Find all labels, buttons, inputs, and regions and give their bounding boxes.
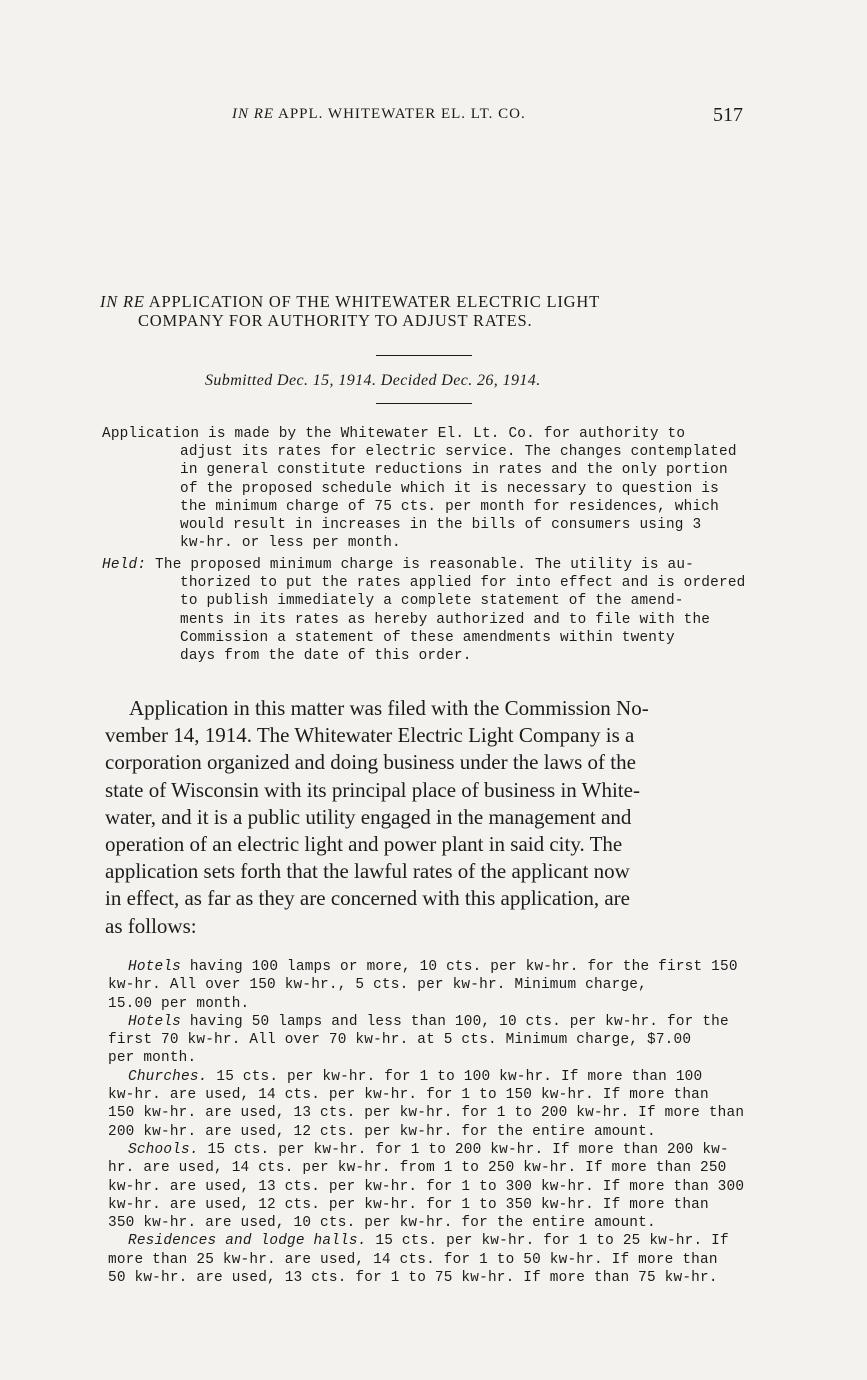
rate-line: kw-hr. are used, 14 cts. per kw-hr. for 1 to 150 kw-hr. If more than [108,1087,709,1104]
headnote-line: thorized to put the rates applied for into effect and is ordered [180,575,746,592]
body-line: as follows: [105,913,197,938]
rate-line: 15 cts. per kw-hr. for 1 to 100 kw-hr. If more than 100 [207,1068,703,1085]
headnote-line: adjust its rates for electric service. The changes contemplated [180,444,737,461]
title-rule-bottom [376,403,472,404]
rate-residences [108,1232,768,1250]
title-rule-top [376,355,472,356]
running-head-case-italic: IN RE [232,106,275,122]
rate-hotels-50 [108,1013,768,1031]
rate-schedule [108,958,768,1287]
running-head [232,106,752,123]
body-line: operation of an electric light and power plant in said city. The [105,832,623,857]
case-title-line1: APPLICATION OF THE WHITEWATER ELECTRIC LIGHT [144,292,600,311]
rate-schools [108,1141,768,1159]
rate-line: 15.00 per month. [108,995,250,1012]
headnote-line: kw-hr. or less per month. [180,535,401,552]
rate-line: 200 kw-hr. are used, 12 cts. per kw-hr. for the entire amount. [108,1123,656,1140]
body-line: in effect, as far as they are concerned with this application, are [105,886,630,911]
rate-line: having 50 lamps and less than 100, 10 cts. per kw-hr. for the [181,1013,729,1030]
rate-hotels-100 [108,958,768,976]
opinion-body [105,695,765,940]
headnote-line: Application is made by the Whitewater El. Lt. Co. for authority to [102,426,686,442]
headnote-line: ments in its rates as hereby authorized and to file with the [180,611,711,628]
body-line: Application in this matter was filed with the Commission No- [129,696,649,720]
submitted-decided-dates: Submitted Dec. 15, 1914. Decided Dec. 26, 1914. [205,372,541,389]
case-title-italic: IN RE [100,292,145,311]
running-head-case-text: APPL. WHITEWATER EL. LT. CO. [274,106,526,122]
page-number: 517 [713,104,743,126]
case-title-line2: COMPANY FOR AUTHORITY TO ADJUST RATES. [138,311,533,330]
body-line: corporation organized and doing business under the laws of the [105,750,636,775]
rate-label: Hotels [128,1013,182,1030]
held-label: Held: [102,557,147,573]
body-line: vember 14, 1914. The Whitewater Electric Light Company is a [105,723,635,748]
headnote-line: would result in increases in the bills of consumers using 3 [180,517,702,534]
rate-label: Hotels [128,959,182,975]
rate-line: 15 cts. per kw-hr. for 1 to 25 kw-hr. If [366,1233,729,1250]
body-line: water, and it is a public utility engaged in the management and [105,804,632,829]
rate-line: 350 kw-hr. are used, 10 cts. per kw-hr. for the entire amount. [108,1215,656,1232]
headnote-held [102,556,772,665]
headnote-line: the minimum charge of 75 cts. per month for residences, which [180,498,719,515]
rate-line: kw-hr. are used, 12 cts. per kw-hr. for 1 to 350 kw-hr. If more than [108,1196,709,1213]
rate-line: 50 kw-hr. are used, 13 cts. for 1 to 75 kw-hr. If more than 75 kw-hr. [108,1270,718,1287]
rate-line: kw-hr. are used, 13 cts. per kw-hr. for 1 to 300 kw-hr. If more than 300 [108,1178,745,1195]
headnote-application [102,425,772,552]
rate-line: 150 kw-hr. are used, 13 cts. per kw-hr. for 1 to 200 kw-hr. If more than [108,1105,745,1122]
rate-line: more than 25 kw-hr. are used, 14 cts. for 1 to 50 kw-hr. If more than [108,1251,718,1268]
rate-line: first 70 kw-hr. All over 70 kw-hr. at 5 cts. Minimum charge, $7.00 [108,1032,692,1049]
rate-label: Churches. [128,1068,208,1085]
case-title [100,292,760,330]
body-line: state of Wisconsin with its principal place of business in White- [105,777,640,802]
rate-line: 15 cts. per kw-hr. for 1 to 200 kw-hr. If more than 200 kw- [198,1141,729,1158]
rate-churches [108,1068,768,1086]
rate-label: Residences and lodge halls. [128,1233,367,1250]
rate-line: per month. [108,1050,197,1067]
body-line: application sets forth that the lawful rates of the applicant now [105,859,630,884]
rate-line: kw-hr. All over 150 kw-hr., 5 cts. per kw-hr. Minimum charge, [108,977,647,994]
rate-line: having 100 lamps or more, 10 cts. per kw-hr. for the first 150 [181,959,738,975]
headnote-line: of the proposed schedule which it is necessary to question is [180,480,719,497]
headnote-line: to publish immediately a complete statement of the amend- [180,593,684,610]
headnote-line: Commission a statement of these amendments within twenty [180,629,675,646]
headnote-line: in general constitute reductions in rates and the only portion [180,462,728,479]
rate-label: Schools. [128,1141,199,1158]
headnote-line: days from the date of this order. [180,648,472,665]
rate-line: hr. are used, 14 cts. per kw-hr. from 1 to 250 kw-hr. If more than 250 [108,1160,727,1177]
headnote-line: The proposed minimum charge is reasonable. The utility is au- [146,557,695,573]
